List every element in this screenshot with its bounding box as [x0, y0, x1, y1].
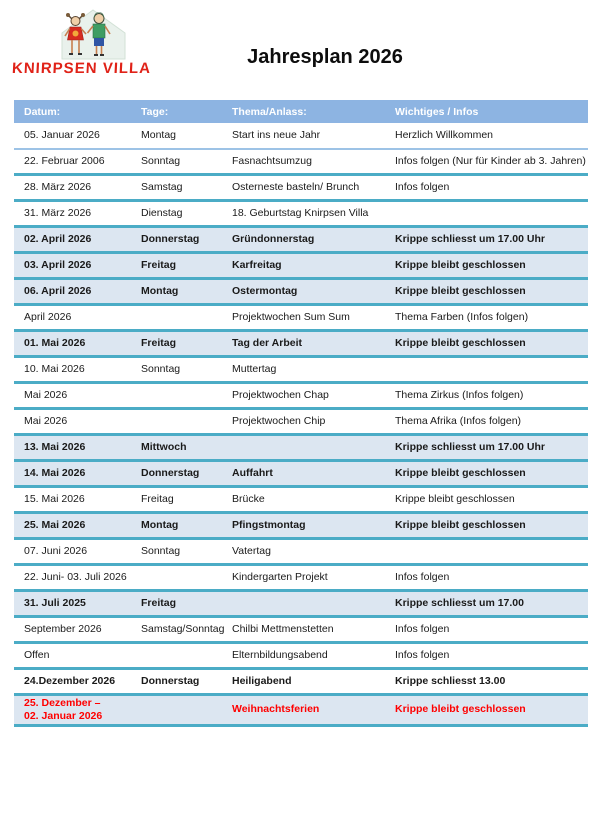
cell-datum: 07. Juni 2026: [24, 544, 88, 557]
cell-tage: Donnerstag: [141, 674, 200, 687]
cell-infos: Krippe bleibt geschlossen: [395, 518, 526, 531]
cell-infos: Herzlich Willkommen: [395, 128, 494, 141]
cell-thema: Start ins neue Jahr: [232, 128, 321, 141]
cell-tage: Freitag: [141, 336, 177, 349]
cell-datum: 22. Februar 2006: [24, 154, 105, 167]
table-row: [14, 202, 588, 228]
cell-thema: Elternbildungsabend: [232, 648, 328, 661]
cell-datum: 31. Juli 2025: [24, 596, 86, 609]
table-row: [14, 618, 588, 644]
cell-infos: Krippe bleibt geschlossen: [395, 284, 526, 297]
table-row: [14, 358, 588, 384]
cell-infos: Krippe bleibt geschlossen: [395, 492, 515, 505]
cell-thema: Osterneste basteln/ Brunch: [232, 180, 360, 193]
table-row: [14, 123, 588, 150]
cell-thema: Projektwochen Chap: [232, 388, 329, 401]
table-row: [14, 644, 588, 670]
cell-datum: 25. Mai 2026: [24, 518, 86, 531]
table-header-row: [14, 100, 588, 123]
cell-infos: Krippe schliesst um 17.00 Uhr: [395, 440, 545, 453]
cell-infos: Krippe schliesst 13.00: [395, 674, 506, 687]
cell-datum: 01. Mai 2026: [24, 336, 86, 349]
column-header: Wichtiges / Infos: [395, 105, 479, 118]
cell-thema: Weihnachtsferien: [232, 703, 320, 716]
cell-infos: Krippe bleibt geschlossen: [395, 258, 526, 271]
table-row: [14, 592, 588, 618]
cell-infos: Thema Zirkus (Infos folgen): [395, 388, 524, 401]
cell-infos: Krippe bleibt geschlossen: [395, 336, 526, 349]
cell-datum: 14. Mai 2026: [24, 466, 86, 479]
table-row: [14, 696, 588, 727]
cell-thema: Pfingstmontag: [232, 518, 306, 531]
cell-thema: Chilbi Mettmenstetten: [232, 622, 334, 635]
table-row: [14, 228, 588, 254]
cell-infos: Infos folgen: [395, 622, 450, 635]
cell-thema: Kindergarten Projekt: [232, 570, 328, 583]
table-row: [14, 306, 588, 332]
table-row: [14, 670, 588, 696]
cell-tage: Donnerstag: [141, 466, 200, 479]
cell-infos: Krippe bleibt geschlossen: [395, 703, 526, 716]
cell-datum: 22. Juni- 03. Juli 2026: [24, 570, 127, 583]
cell-datum: 06. April 2026: [24, 284, 92, 297]
cell-thema: Ostermontag: [232, 284, 298, 297]
cell-thema: Karfreitag: [232, 258, 282, 271]
table-row: [14, 514, 588, 540]
cell-infos: Krippe bleibt geschlossen: [395, 466, 526, 479]
cell-thema: Gründonnerstag: [232, 232, 315, 245]
cell-thema: Heiligabend: [232, 674, 292, 687]
kids-house-illustration: [12, 6, 142, 62]
cell-tage: Samstag/Sonntag: [141, 622, 225, 635]
table-row: [14, 488, 588, 514]
logo: [12, 6, 152, 77]
cell-tage: Montag: [141, 128, 177, 141]
cell-infos: Krippe schliesst um 17.00 Uhr: [395, 232, 545, 245]
cell-tage: Freitag: [141, 492, 174, 505]
cell-tage: Dienstag: [141, 206, 183, 219]
cell-infos: Thema Farben (Infos folgen): [395, 310, 529, 323]
cell-infos: Thema Afrika (Infos folgen): [395, 414, 522, 427]
cell-thema: Auffahrt: [232, 466, 273, 479]
cell-tage: Montag: [141, 284, 179, 297]
cell-thema: Muttertag: [232, 362, 277, 375]
cell-infos: Infos folgen: [395, 180, 450, 193]
cell-thema: 18. Geburtstag Knirpsen Villa: [232, 206, 369, 219]
cell-tage: Montag: [141, 518, 179, 531]
table-row: [14, 540, 588, 566]
table-row: [14, 462, 588, 488]
cell-datum: 28. März 2026: [24, 180, 92, 193]
logo-text: KNIRPSEN VILLA: [11, 60, 152, 77]
cell-tage: Sonntag: [141, 362, 181, 375]
column-header: Datum:: [24, 105, 61, 118]
cell-infos: Krippe schliesst um 17.00: [395, 596, 524, 609]
cell-datum: Offen: [24, 648, 50, 661]
cell-tage: Freitag: [141, 596, 177, 609]
cell-datum: April 2026: [24, 310, 72, 323]
cell-tage: Donnerstag: [141, 232, 200, 245]
cell-tage: Sonntag: [141, 154, 181, 167]
cell-datum: 13. Mai 2026: [24, 440, 86, 453]
cell-datum: 05. Januar 2026: [24, 128, 100, 141]
cell-thema: Tag der Arbeit: [232, 336, 303, 349]
cell-infos: Infos folgen: [395, 570, 450, 583]
cell-thema: Vatertag: [232, 544, 271, 557]
table-row: [14, 436, 588, 462]
table-row: [14, 566, 588, 592]
cell-tage: Mittwoch: [141, 440, 187, 453]
cell-tage: Freitag: [141, 258, 177, 271]
cell-datum: 15. Mai 2026: [24, 492, 85, 505]
table-body: [14, 123, 588, 727]
table-row: [14, 254, 588, 280]
cell-thema: Fasnachtsumzug: [232, 154, 312, 167]
column-header: Thema/Anlass:: [232, 105, 307, 118]
cell-datum: 10. Mai 2026: [24, 362, 85, 375]
cell-datum: 31. März 2026: [24, 206, 92, 219]
cell-datum: Mai 2026: [24, 388, 68, 401]
cell-datum: 03. April 2026: [24, 258, 92, 271]
cell-infos: Infos folgen: [395, 648, 450, 661]
yearplan-table: [14, 100, 588, 727]
column-header: Tage:: [141, 105, 169, 118]
cell-thema: Brücke: [232, 492, 265, 505]
cell-thema: Projektwochen Chip: [232, 414, 326, 427]
page-title: Jahresplan 2026: [247, 46, 403, 68]
cell-datum: Mai 2026: [24, 414, 68, 427]
table-row: [14, 410, 588, 436]
table-row: [14, 332, 588, 358]
cell-thema: Projektwochen Sum Sum: [232, 310, 350, 323]
cell-datum: September 2026: [24, 622, 102, 635]
cell-datum: 25. Dezember – 02. Januar 2026: [24, 696, 103, 722]
cell-datum: 02. April 2026: [24, 232, 92, 245]
cell-tage: Samstag: [141, 180, 183, 193]
table-row: [14, 384, 588, 410]
table-row: [14, 150, 588, 176]
table-row: [14, 176, 588, 202]
cell-tage: Sonntag: [141, 544, 181, 557]
cell-infos: Infos folgen (Nur für Kinder ab 3. Jahren): [395, 154, 586, 167]
cell-datum: 24.Dezember 2026: [24, 674, 116, 687]
table-row: [14, 280, 588, 306]
